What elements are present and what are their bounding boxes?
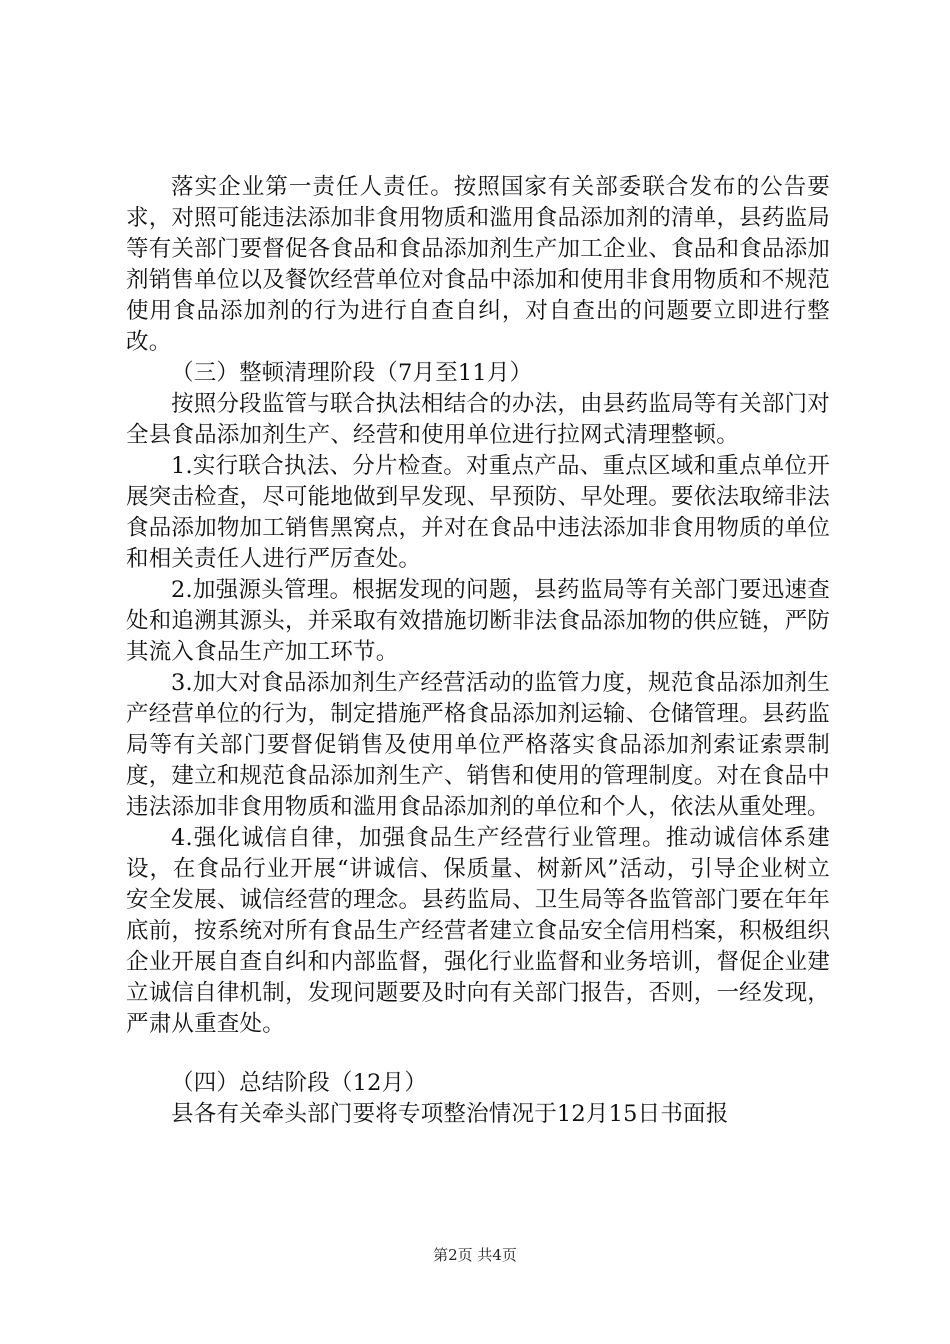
paragraph-item-1: 1.实行联合执法、分片检查。对重点产品、重点区域和重点单位开展突击检查，尽可能地做到早发现、早预防、早处理。要依法取缔非法食品添加物加工销售黑窝点，并对在食品中违法添加非食用物质的单位和相关责任人进行严厉查处。 [126,453,830,572]
section-heading-rectification: （三）整顿清理阶段（7月至11月） [171,360,533,386]
page-number-footer: 第2页 共4页 [433,1246,517,1264]
paragraph-summary-report: 县各有关牵头部门要将专项整治情况于12月15日书面报 [171,1101,729,1127]
document-body [126,172,830,1130]
section-heading-summary: （四）总结阶段（12月） [171,1070,428,1096]
paragraph-item-4: 4.强化诚信自律，加强食品生产经营行业管理。推动诚信体系建设，在食品行业开展“讲诚信、保质量、树新风”活动，引导企业树立安全发展、诚信经营的理念。县药监局、卫生局等各监管部门要在年年底前，按系统对所有食品生产经营者建立食品安全信用档案，积极组织企业开展自查自纠和内部监督，强化行业监督和业务培训，督促企业建立诚信自律机制，发现问题要及时向有关部门报告，否则，一经发现，严肃从重查处。 [126,825,830,1037]
paragraph-rectification-method: 按照分段监管与联合执法相结合的办法，由县药监局等有关部门对全县食品添加剂生产、经营和使用单位进行拉网式清理整顿。 [126,391,830,448]
paragraph-item-2: 2.加强源头管理。根据发现的问题，县药监局等有关部门要迅速查处和追溯其源头，并采取有效措施切断非法食品添加物的供应链，严防其流入食品生产加工环节。 [126,577,830,665]
paragraph-item-3: 3.加大对食品添加剂生产经营活动的监管力度，规范食品添加剂生产经营单位的行为，制定措施严格食品添加剂运输、仓储管理。县药监局等有关部门要督促销售及使用单位严格落实食品添加剂索证索票制度，建立和规范食品添加剂生产、销售和使用的管理制度。对在食品中违法添加非食用物质和滥用食品添加剂的单位和个人，依法从重处理。 [126,670,830,820]
paragraph-responsibility: 落实企业第一责任人责任。按照国家有关部委联合发布的公告要求，对照可能违法添加非食用物质和滥用食品添加剂的清单，县药监局等有关部门要督促各食品和食品添加剂生产加工企业、食品和食品添加剂销售单位以及餐饮经营单位对食品中添加和使用非食用物质和不规范使用食品添加剂的行为进行自查自纠，对自查出的问题要立即进行整改。 [126,174,830,355]
paragraph-spacer [126,1040,830,1068]
